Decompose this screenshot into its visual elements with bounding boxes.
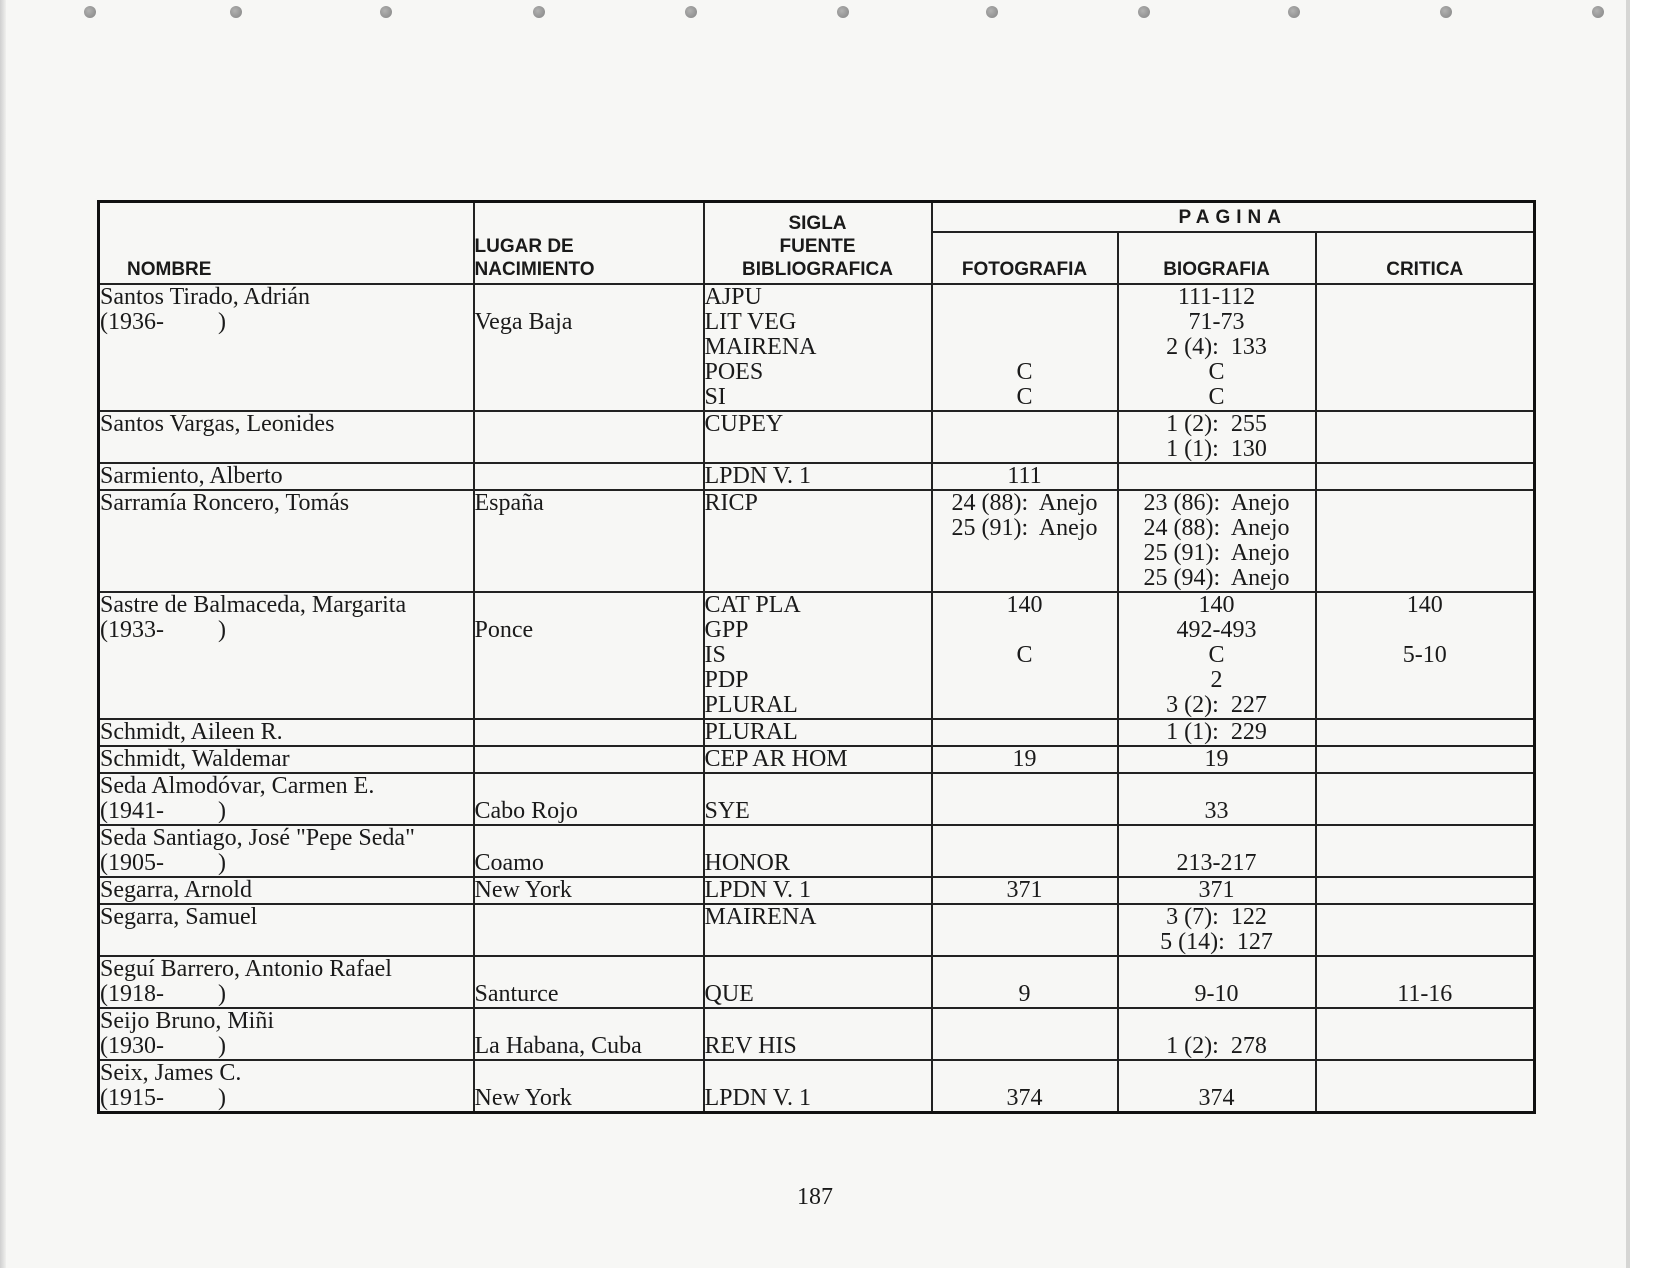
table-row — [99, 284, 1535, 411]
cell-fotografia: 19 — [932, 746, 1118, 773]
cell-biografia: 23 (86): Anejo 24 (88): Anejo 25 (91): Anejo 25 (94): Anejo — [1118, 490, 1316, 592]
cell-sigla: LPDN V. 1 — [704, 1060, 932, 1113]
cell-sigla: AJPU LIT VEG MAIRENA POES SI — [704, 284, 932, 411]
cell-critica — [1316, 490, 1535, 592]
cell-lugar: Ponce — [474, 592, 704, 719]
table-row — [99, 877, 1535, 904]
cell-sigla: CUPEY — [704, 411, 932, 463]
cell-nombre: Sastre de Balmaceda, Margarita (1933- ) — [99, 592, 474, 719]
cell-lugar: New York — [474, 1060, 704, 1113]
cell-biografia: 140 492-493 C 2 3 (2): 227 — [1118, 592, 1316, 719]
table-row — [99, 773, 1535, 825]
cell-nombre: Santos Tirado, Adrián (1936- ) — [99, 284, 474, 411]
header-biografia: BIOGRAFIA — [1118, 232, 1316, 284]
cell-sigla: LPDN V. 1 — [704, 463, 932, 490]
cell-fotografia — [932, 904, 1118, 956]
binding-hole — [837, 6, 849, 18]
cell-biografia: 1 (1): 229 — [1118, 719, 1316, 746]
cell-biografia: 213-217 — [1118, 825, 1316, 877]
cell-critica — [1316, 1008, 1535, 1060]
cell-fotografia — [932, 719, 1118, 746]
cell-sigla: QUE — [704, 956, 932, 1008]
cell-biografia: 374 — [1118, 1060, 1316, 1113]
cell-fotografia — [932, 773, 1118, 825]
cell-biografia: 9-10 — [1118, 956, 1316, 1008]
header-fotografia: FOTOGRAFIA — [932, 232, 1118, 284]
binding-hole — [986, 6, 998, 18]
cell-nombre: Seda Almodóvar, Carmen E. (1941- ) — [99, 773, 474, 825]
cell-nombre: Schmidt, Waldemar — [99, 746, 474, 773]
cell-lugar: New York — [474, 877, 704, 904]
cell-nombre: Schmidt, Aileen R. — [99, 719, 474, 746]
cell-critica — [1316, 904, 1535, 956]
cell-critica — [1316, 773, 1535, 825]
cell-fotografia: 9 — [932, 956, 1118, 1008]
table-row — [99, 1060, 1535, 1113]
binding-hole — [380, 6, 392, 18]
cell-nombre: Seda Santiago, José "Pepe Seda" (1905- ) — [99, 825, 474, 877]
cell-fotografia: C C — [932, 284, 1118, 411]
biography-table — [97, 200, 1536, 1114]
table-row — [99, 746, 1535, 773]
cell-nombre: Seguí Barrero, Antonio Rafael (1918- ) — [99, 956, 474, 1008]
cell-lugar — [474, 904, 704, 956]
table-row — [99, 592, 1535, 719]
table-row — [99, 1008, 1535, 1060]
cell-lugar: España — [474, 490, 704, 592]
cell-sigla: LPDN V. 1 — [704, 877, 932, 904]
cell-biografia — [1118, 463, 1316, 490]
cell-critica — [1316, 1060, 1535, 1113]
page-right-margin — [1630, 0, 1676, 1268]
cell-nombre: Segarra, Samuel — [99, 904, 474, 956]
cell-fotografia — [932, 411, 1118, 463]
cell-lugar — [474, 411, 704, 463]
cell-lugar: Vega Baja — [474, 284, 704, 411]
binding-hole — [1138, 6, 1150, 18]
table-row — [99, 719, 1535, 746]
binding-hole — [1592, 6, 1604, 18]
cell-critica — [1316, 877, 1535, 904]
cell-sigla: HONOR — [704, 825, 932, 877]
cell-nombre: Seix, James C. (1915- ) — [99, 1060, 474, 1113]
cell-fotografia: 111 — [932, 463, 1118, 490]
cell-critica — [1316, 463, 1535, 490]
cell-sigla: SYE — [704, 773, 932, 825]
cell-nombre: Sarramía Roncero, Tomás — [99, 490, 474, 592]
binding-hole — [533, 6, 545, 18]
page-number: 187 — [797, 1184, 833, 1210]
binding-hole — [1288, 6, 1300, 18]
cell-critica: 140 5-10 — [1316, 592, 1535, 719]
table-row — [99, 463, 1535, 490]
cell-sigla: REV HIS — [704, 1008, 932, 1060]
cell-fotografia: 140 C — [932, 592, 1118, 719]
binding-holes — [0, 6, 1676, 28]
binding-hole — [84, 6, 96, 18]
cell-critica — [1316, 719, 1535, 746]
cell-nombre: Segarra, Arnold — [99, 877, 474, 904]
cell-fotografia — [932, 825, 1118, 877]
cell-biografia: 371 — [1118, 877, 1316, 904]
cell-critica — [1316, 825, 1535, 877]
cell-sigla: CAT PLA GPP IS PDP PLURAL — [704, 592, 932, 719]
cell-biografia: 3 (7): 122 5 (14): 127 — [1118, 904, 1316, 956]
cell-lugar: La Habana, Cuba — [474, 1008, 704, 1060]
header-lugar: LUGAR DE NACIMIENTO — [474, 202, 704, 284]
cell-lugar: Cabo Rojo — [474, 773, 704, 825]
cell-sigla: PLURAL — [704, 719, 932, 746]
cell-lugar — [474, 463, 704, 490]
table-row — [99, 411, 1535, 463]
binding-hole — [230, 6, 242, 18]
cell-lugar — [474, 746, 704, 773]
table-row — [99, 956, 1535, 1008]
cell-sigla: MAIRENA — [704, 904, 932, 956]
binding-hole — [685, 6, 697, 18]
cell-biografia: 111-112 71-73 2 (4): 133 C C — [1118, 284, 1316, 411]
cell-sigla: RICP — [704, 490, 932, 592]
cell-nombre: Seijo Bruno, Miñi (1930- ) — [99, 1008, 474, 1060]
header-sigla: SIGLA FUENTE BIBLIOGRAFICA — [704, 202, 932, 284]
table-body — [99, 284, 1535, 1113]
cell-critica: 11-16 — [1316, 956, 1535, 1008]
page-left-edge — [0, 0, 6, 1268]
cell-fotografia: 371 — [932, 877, 1118, 904]
cell-fotografia — [932, 1008, 1118, 1060]
header-critica: CRITICA — [1316, 232, 1535, 284]
cell-critica — [1316, 284, 1535, 411]
cell-critica — [1316, 411, 1535, 463]
binding-hole — [1440, 6, 1452, 18]
cell-lugar: Santurce — [474, 956, 704, 1008]
cell-biografia: 33 — [1118, 773, 1316, 825]
cell-lugar: Coamo — [474, 825, 704, 877]
header-nombre: NOMBRE — [99, 202, 474, 284]
cell-fotografia: 374 — [932, 1060, 1118, 1113]
cell-nombre: Santos Vargas, Leonides — [99, 411, 474, 463]
cell-fotografia: 24 (88): Anejo 25 (91): Anejo — [932, 490, 1118, 592]
table-row — [99, 825, 1535, 877]
header-pagina: PAGINA — [932, 202, 1535, 232]
cell-biografia: 1 (2): 255 1 (1): 130 — [1118, 411, 1316, 463]
cell-sigla: CEP AR HOM — [704, 746, 932, 773]
cell-biografia: 1 (2): 278 — [1118, 1008, 1316, 1060]
cell-critica — [1316, 746, 1535, 773]
table-row — [99, 490, 1535, 592]
cell-lugar — [474, 719, 704, 746]
cell-nombre: Sarmiento, Alberto — [99, 463, 474, 490]
table-row — [99, 904, 1535, 956]
cell-biografia: 19 — [1118, 746, 1316, 773]
